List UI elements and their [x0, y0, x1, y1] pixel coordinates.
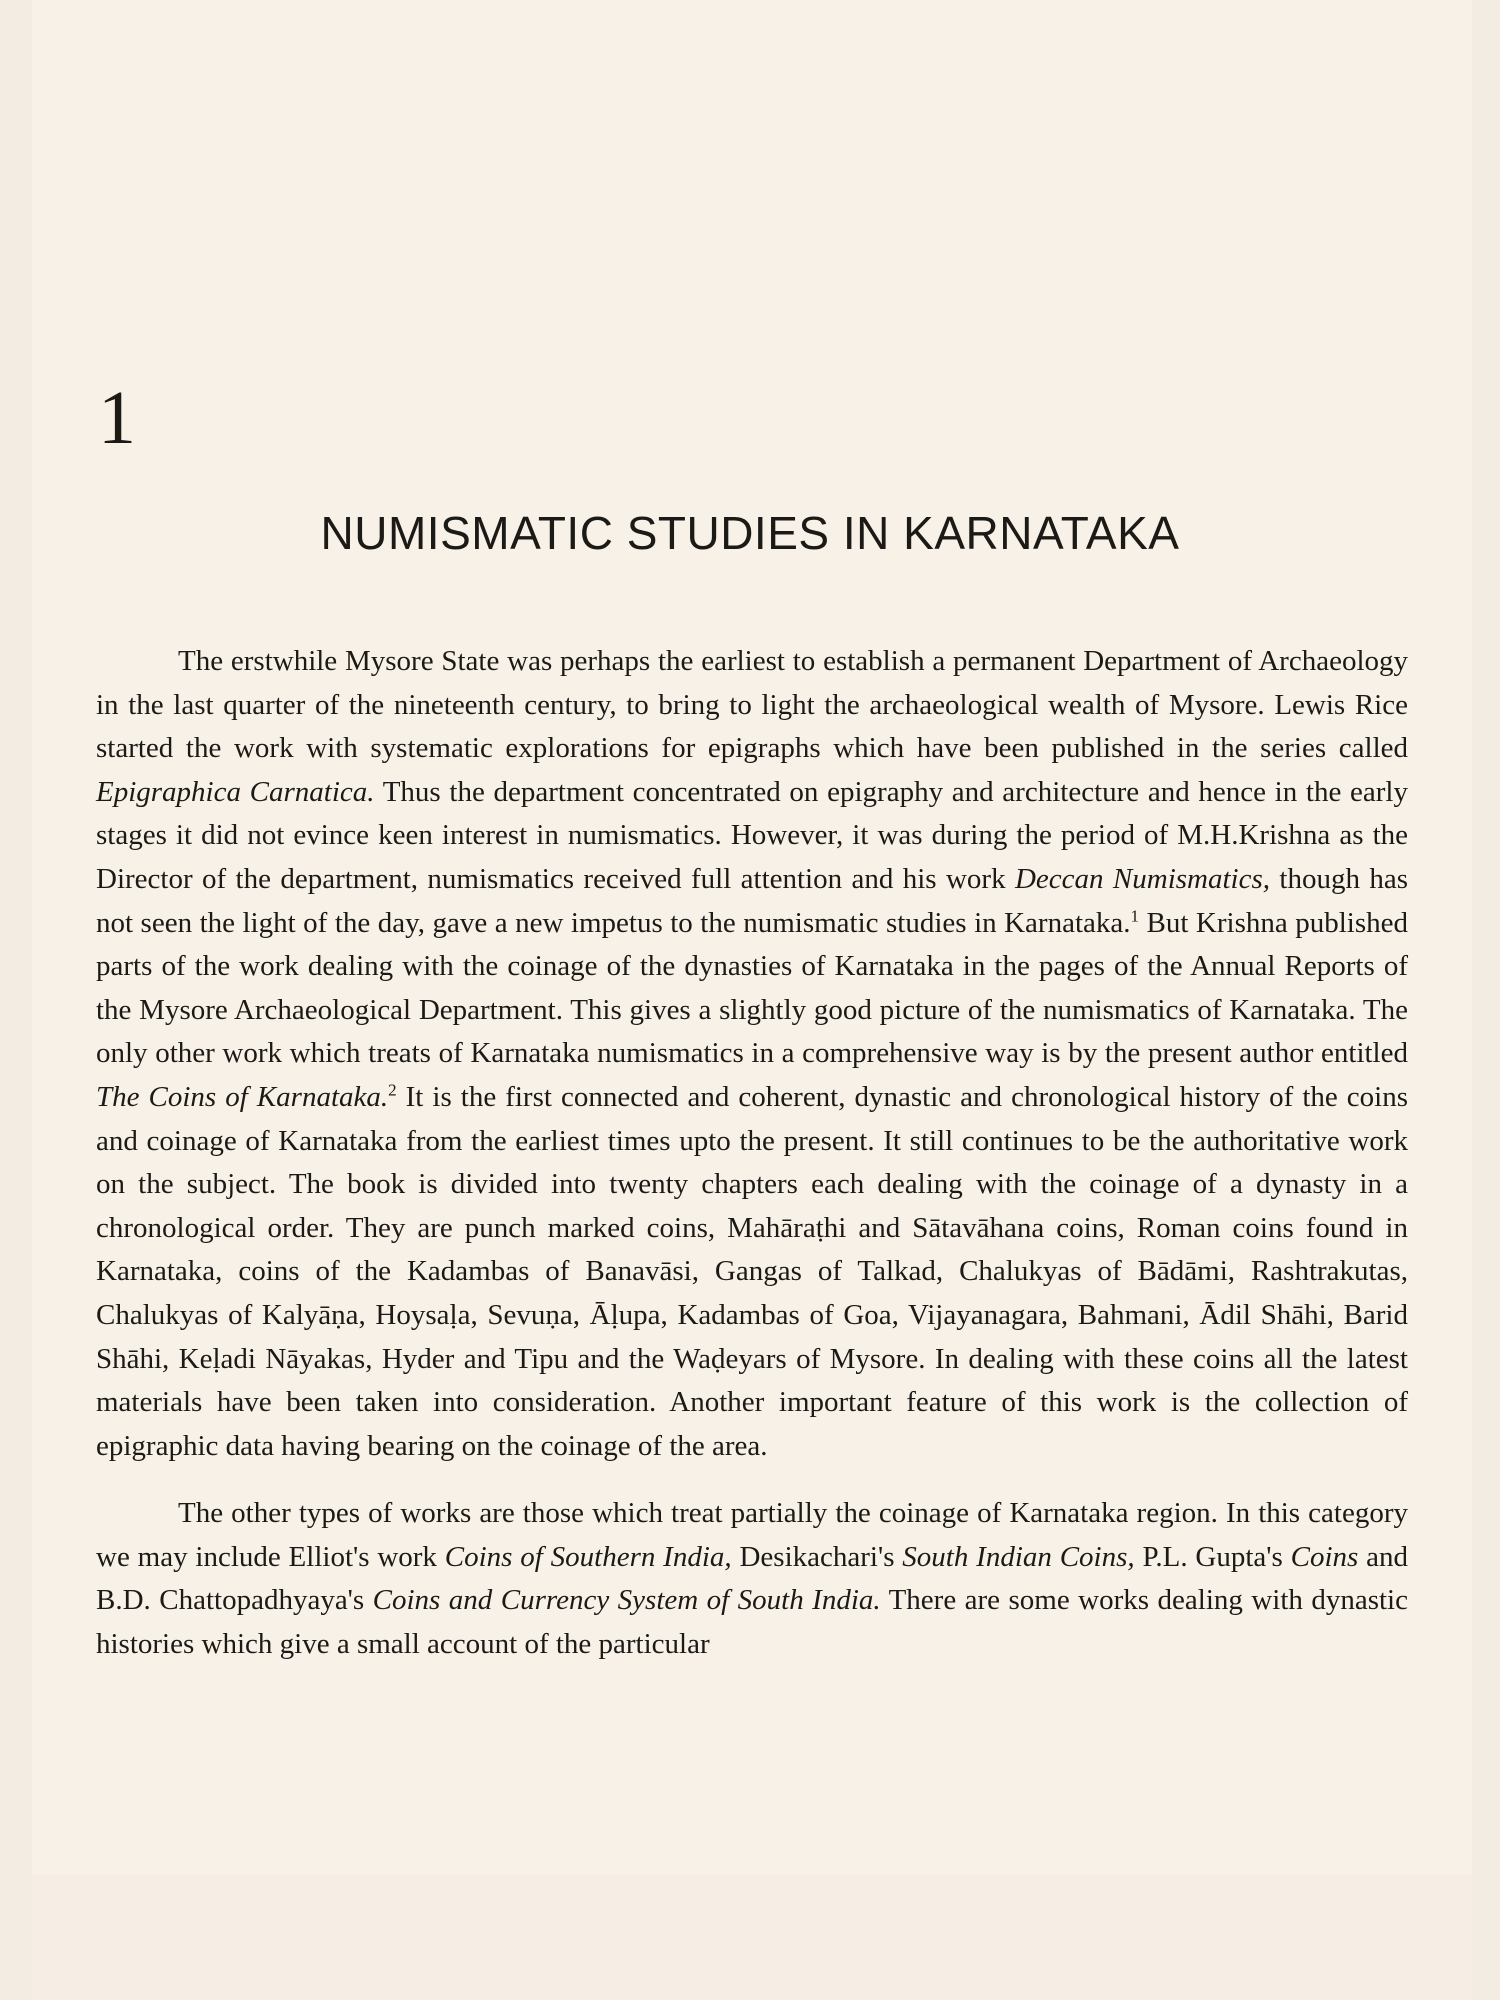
- page-bottom-margin: [32, 1875, 1472, 2000]
- book-title-italic: Coins: [1290, 1540, 1359, 1573]
- paragraph-1: [96, 640, 1408, 1468]
- chapter-title: NUMISMATIC STUDIES IN KARNATAKA: [320, 507, 1180, 559]
- text-run: Desikachari's: [731, 1540, 903, 1573]
- paragraph-2: [96, 1492, 1408, 1666]
- chapter-body: [96, 640, 1408, 1691]
- text-run: But Krishna published parts of the work dealing with the coinage of the dynasties of Karnataka in the pages of the Annual Reports of the Mysore Archaeological Department. This gives a slightly good picture of the numismatics of Karnataka. The only other work which treats of Karnataka numismatics in a comprehensive way is by the present author entitled: [96, 906, 1408, 1070]
- text-run: though has not seen the light of the day, gave a new impetus to the numismatic studies in Karnataka.: [96, 862, 1408, 939]
- text-run: P.L. Gupta's: [1134, 1540, 1291, 1573]
- text-run: The other types of works are those which treat partially the coinage of Karnataka region. In this category we may include Elliot's work: [96, 1497, 1408, 1573]
- footnote-marker: 2: [388, 1080, 397, 1100]
- book-title-italic: Epigraphica Carnatica.: [96, 775, 375, 808]
- chapter-number: 1: [98, 376, 136, 460]
- text-run: and B.D. Chattopadhyaya's: [96, 1540, 1409, 1617]
- text-run: The erstwhile Mysore State was perhaps the earliest to establish a permanent Department of Archaeology in the last quarter of the nineteenth century, to bring to light the archaeological wealth of Mysore. Lewis Rice started the work with systematic explorations for epigraphs which have been published in the series called: [96, 645, 1408, 765]
- book-title-italic: Coins of Southern India,: [444, 1540, 732, 1573]
- book-title-italic: Coins and Currency System of South India.: [372, 1584, 881, 1617]
- footnote-marker: 1: [1130, 905, 1140, 925]
- text-run: It is the first connected and coherent, dynastic and chronological history of the coins and coinage of Karnataka from the earliest times upto the present. It still continues to be the authoritative work on the subject. The book is divided into twenty chapters each dealing with the coinage of a dynasty in a chronological order. They are punch marked coins, Mahāraṭhi and Sātavāhana coins, Roman coins found in Karnataka, coins of the Kadambas of Banavāsi, Gangas of Talkad, Chalukyas of Bādāmi, Rashtrakutas, Chalukyas of Kalyāṇa, Hoysaḷa, Sevuṇa, Āḷupa, Kadambas of Goa, Vijayanagara, Bahmani, Ādil Shāhi, Barid Shāhi, Keḷadi Nāyakas, Hyder and Tipu and the Waḍeyars of Mysore. In dealing with these coins all the latest materials have been taken into consideration. Another important feature of this work is the collection of epigraphic data having bearing on the coinage of the area.: [96, 1080, 1408, 1462]
- text-run: Thus the department concentrated on epigraphy and architecture and hence in the early stages it did not evince keen interest in numismatics. However, it was during the period of M.H.Krishna as the Director of the department, numismatics received full attention and his work: [96, 775, 1408, 895]
- text-run: There are some works dealing with dynastic histories which give a small account of the particular: [96, 1584, 1408, 1661]
- book-title-italic: The Coins of Karnataka.: [96, 1080, 389, 1113]
- book-title-italic: South Indian Coins,: [902, 1540, 1135, 1573]
- book-title-italic: Deccan Numismatics,: [1014, 862, 1271, 895]
